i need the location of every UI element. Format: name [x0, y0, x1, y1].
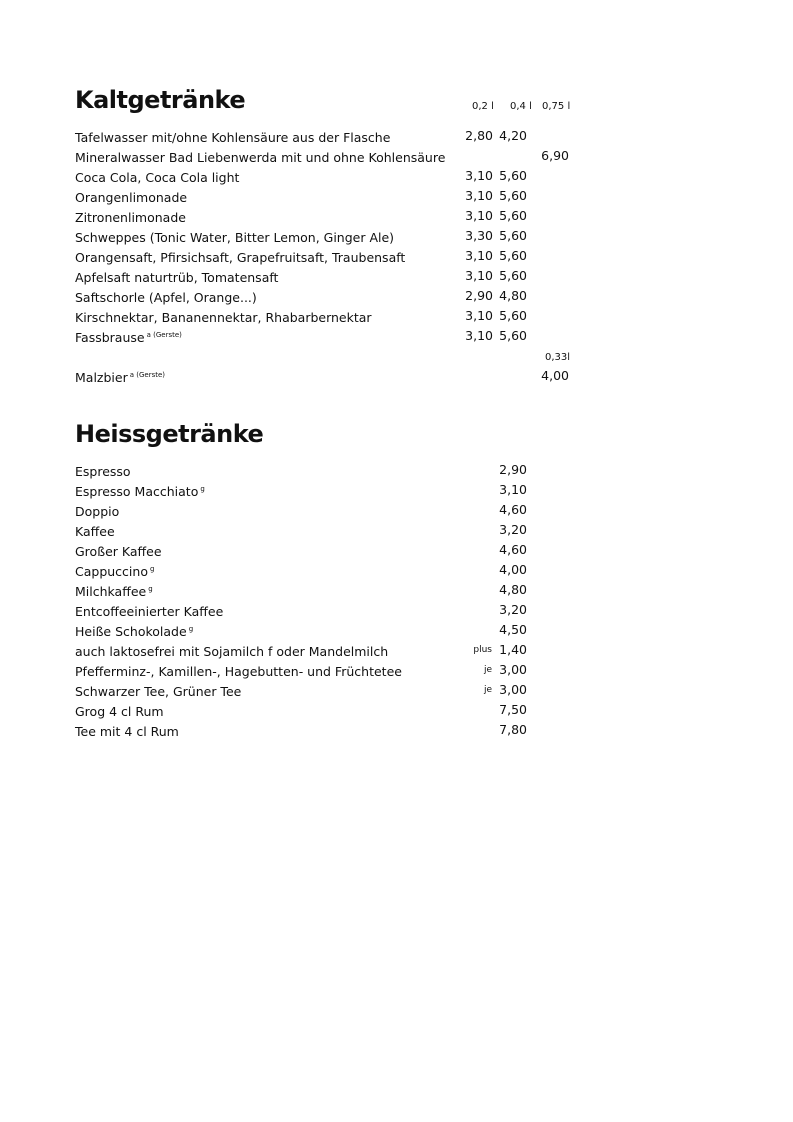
item-price: 3,10 [465, 208, 493, 223]
item-name: auch laktosefrei mit Sojamilch f oder Mandelmilch [75, 644, 389, 659]
item-name: Coca Cola, Coca Cola light [75, 170, 240, 185]
allergen-note: g [188, 625, 194, 633]
item-name: Schwarzer Tee, Grüner Tee [75, 684, 242, 699]
item-name: Heiße Schokolade $^g$ [75, 624, 194, 639]
item-price: 5,60 [499, 308, 527, 323]
item-price: 5,60 [499, 168, 527, 183]
item-price: 3,20 [499, 522, 527, 537]
menu-item [75, 584, 595, 604]
item-price: 5,60 [499, 328, 527, 343]
item-price: 6,90 [541, 148, 569, 163]
item-name: Milchkaffee $^g$ [75, 584, 153, 599]
item-name: Grog 4 cl Rum [75, 704, 164, 719]
item-name: Cappuccino $^g$ [75, 564, 155, 579]
item-name: Zitronenlimonade [75, 210, 186, 225]
menu-item-malzbier [75, 370, 595, 390]
item-name: Malzbier $^{a (Gerste)}$ [75, 370, 166, 385]
item-price: 5,60 [499, 268, 527, 283]
size-header-02: 0,2 l [472, 101, 494, 112]
item-price: 4,20 [499, 128, 527, 143]
item-name: Fassbrause $^{a (Gerste)}$ [75, 330, 182, 345]
item-price: 3,10 [465, 168, 493, 183]
menu-item [75, 250, 595, 270]
item-price: 5,60 [499, 188, 527, 203]
menu-item [75, 644, 595, 664]
item-price: 4,00 [499, 562, 527, 577]
item-price: 1,40 [499, 642, 527, 657]
item-price: 3,00 [499, 682, 527, 697]
price-prefix: je [483, 665, 492, 675]
item-price: 4,80 [499, 288, 527, 303]
item-name: Orangenlimonade [75, 190, 188, 205]
menu-item [75, 564, 595, 584]
menu-item [75, 230, 595, 250]
menu-item [75, 624, 595, 644]
item-name: Espresso [75, 464, 131, 479]
menu-item [75, 170, 595, 190]
menu-item [75, 190, 595, 210]
item-price: 4,60 [499, 542, 527, 557]
item-price: 4,00 [541, 368, 569, 383]
item-name: Saftschorle (Apfel, Orange...) [75, 290, 257, 305]
menu-item [75, 504, 595, 524]
menu-item [75, 704, 595, 724]
item-price: 5,60 [499, 248, 527, 263]
menu-item [75, 684, 595, 704]
section-title-kaltgetraenke: Kaltgetränke [75, 86, 246, 114]
menu-item [75, 464, 595, 484]
menu-item [75, 724, 595, 744]
item-name: Apfelsaft naturtrüb, Tomatensaft [75, 270, 279, 285]
section-title-heissgetraenke: Heissgetränke [75, 420, 264, 448]
allergen-note: a (Gerste) [129, 371, 166, 379]
item-price: 4,50 [499, 622, 527, 637]
menu-item [75, 150, 595, 170]
item-name: Schweppes (Tonic Water, Bitter Lemon, Ginger Ale) [75, 230, 395, 245]
item-price: 7,80 [499, 722, 527, 737]
item-price: 3,30 [465, 228, 493, 243]
item-price: 3,10 [465, 248, 493, 263]
item-price: 3,20 [499, 602, 527, 617]
size-header-033: 0,33l [545, 352, 571, 363]
menu-item [75, 210, 595, 230]
allergen-note: g [148, 585, 153, 593]
menu-item [75, 270, 595, 290]
item-price: 4,80 [499, 582, 527, 597]
item-name: Mineralwasser Bad Liebenwerda mit und ohne Kohlensäure [75, 150, 446, 165]
menu-item [75, 604, 595, 624]
item-name: Tee mit 4 cl Rum [75, 724, 179, 739]
item-name: Doppio [75, 504, 120, 519]
menu-item [75, 330, 595, 350]
item-price: 7,50 [499, 702, 527, 717]
item-price: 3,10 [499, 482, 527, 497]
item-name: Pfefferminz-, Kamillen-, Hagebutten- und Früchtetee [75, 664, 402, 679]
allergen-note: g [149, 565, 155, 573]
item-name: Kirschnektar, Bananennektar, Rhabarbernektar [75, 310, 372, 325]
item-price: 3,00 [499, 662, 527, 677]
item-price: 3,10 [465, 308, 493, 323]
item-price: 2,90 [465, 288, 493, 303]
menu-item [75, 130, 595, 150]
menu-item [75, 664, 595, 684]
menu-item [75, 310, 595, 330]
item-price: 4,60 [499, 502, 527, 517]
item-name: Entcoffeeinierter Kaffee [75, 604, 224, 619]
menu-item [75, 290, 595, 310]
item-name: Großer Kaffee [75, 544, 162, 559]
item-price: 3,10 [465, 268, 493, 283]
menu-item [75, 544, 595, 564]
item-price: 3,10 [465, 188, 493, 203]
item-name: Kaffee [75, 524, 115, 539]
size-header-04: 0,4 l [510, 101, 532, 112]
price-prefix: plus [473, 645, 492, 655]
menu-item [75, 524, 595, 544]
item-name: Espresso Macchiato $^g$ [75, 484, 205, 499]
item-price: 3,10 [465, 328, 493, 343]
item-price: 5,60 [499, 208, 527, 223]
menu-item [75, 484, 595, 504]
allergen-note: a (Gerste) [146, 331, 182, 339]
item-name: Tafelwasser mit/ohne Kohlensäure aus der Flasche [75, 130, 391, 145]
item-price: 5,60 [499, 228, 527, 243]
size-header-075: 0,75 l [542, 101, 571, 112]
allergen-note: g [200, 485, 205, 493]
item-name: Orangensaft, Pfirsichsaft, Grapefruitsaft, Traubensaft [75, 250, 406, 265]
price-prefix: je [483, 685, 492, 695]
item-price: 2,80 [465, 128, 493, 143]
item-price: 2,90 [499, 462, 527, 477]
